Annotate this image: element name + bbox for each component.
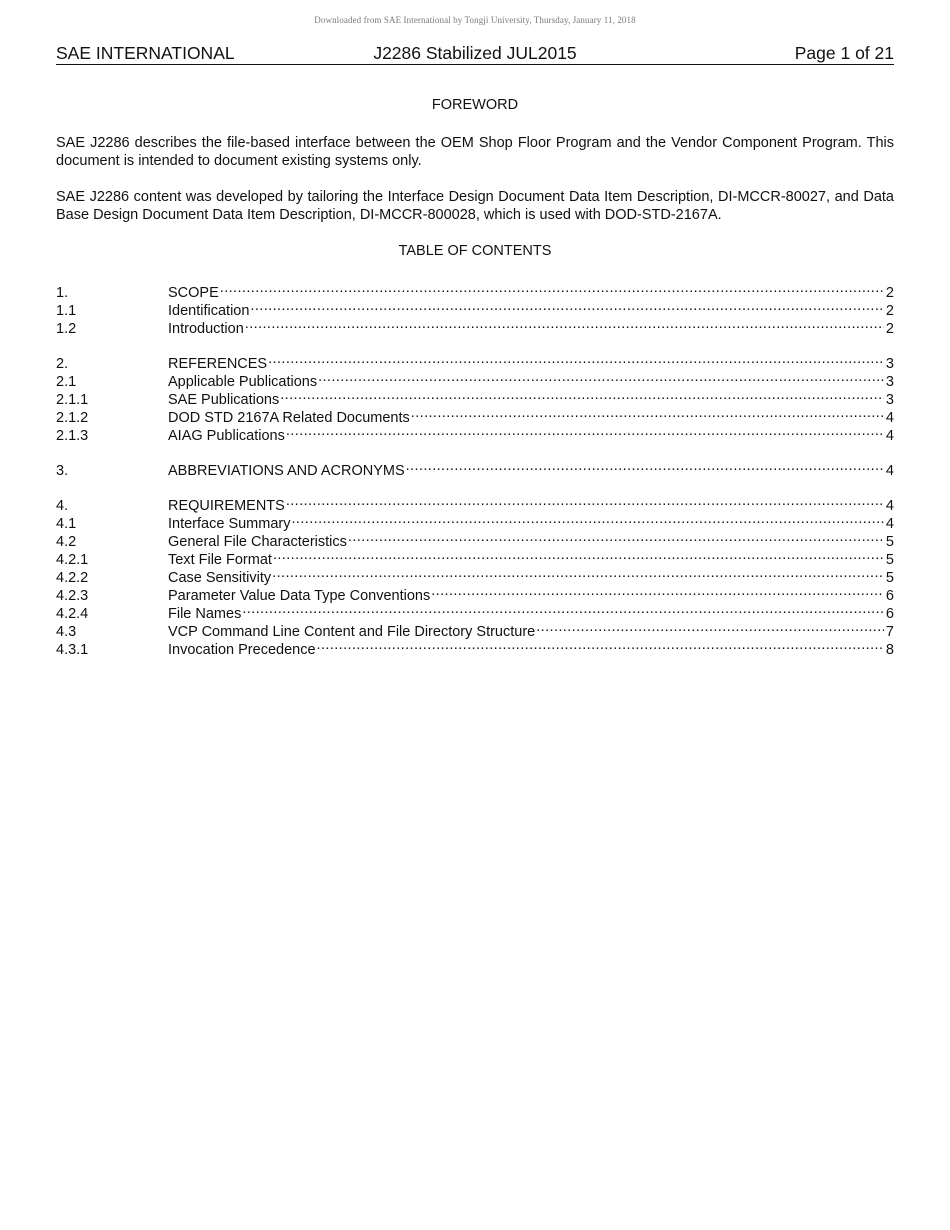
toc-dot-leader	[405, 457, 884, 475]
toc-entry-title: Introduction	[168, 321, 244, 337]
toc-dot-leader	[267, 350, 884, 368]
toc-entry-title: VCP Command Line Content and File Directory Structure	[168, 624, 536, 640]
toc-entry-title: SAE Publications	[168, 392, 280, 408]
toc-entry-number: 4.1	[56, 516, 77, 532]
toc-entry-title: REQUIREMENTS	[168, 498, 285, 514]
foreword-paragraph-1: SAE J2286 describes the file-based interface between the OEM Shop Floor Program and the Vendor Component Program. This document is intended to document existing systems only.	[56, 135, 894, 169]
page-header	[56, 42, 894, 65]
toc-group	[56, 457, 894, 479]
toc-entry-title: REFERENCES	[168, 356, 268, 372]
toc-dot-leader	[279, 386, 884, 404]
toc-entry-title: File Names	[168, 606, 242, 622]
toc-group	[56, 350, 894, 444]
toc-dot-leader	[271, 564, 884, 582]
foreword-title: FOREWORD	[431, 97, 519, 113]
toc-entry[interactable]	[56, 279, 894, 301]
toc-entry-number: 2.1.1	[56, 392, 89, 408]
toc-entry-page: 4	[885, 463, 894, 479]
toc-entry-title: Interface Summary	[168, 516, 291, 532]
toc-entry-title: Parameter Value Data Type Conventions	[168, 588, 431, 604]
toc-entry-number: 4.3	[56, 624, 77, 640]
toc-dot-leader	[249, 297, 884, 315]
toc-dot-leader	[535, 618, 884, 636]
toc-entry-page: 3	[885, 392, 894, 408]
toc-entry[interactable]	[56, 457, 894, 479]
toc-entry-number: 4.	[56, 498, 69, 514]
toc-entry[interactable]	[56, 492, 894, 514]
toc-entry-page: 8	[885, 642, 894, 658]
toc-entry-number: 4.2	[56, 534, 77, 550]
foreword-paragraph-2: SAE J2286 content was developed by tailoring the Interface Design Document Data Item Description, DI-MCCR-80027, and Data Base Design Document Data Item Description, DI-MCCR-800028, which is used with DOD-STD-2167A.	[56, 189, 894, 223]
toc-dot-leader	[241, 600, 884, 618]
toc-dot-leader	[316, 636, 884, 654]
toc-entry-page: 7	[885, 624, 894, 640]
header-page-number: Page 1 of 21	[794, 43, 894, 63]
toc-entry-page: 2	[885, 285, 894, 301]
toc-entry-number: 3.	[56, 463, 69, 479]
toc-entry-page: 5	[885, 570, 894, 586]
toc-entry-title: Invocation Precedence	[168, 642, 316, 658]
toc-entry-title: Text File Format	[168, 552, 272, 568]
toc-entry-number: 2.1	[56, 374, 77, 390]
toc-dot-leader	[272, 546, 884, 564]
toc-title: TABLE OF CONTENTS	[398, 243, 552, 259]
toc-dot-leader	[291, 510, 884, 528]
toc-entry-title: Applicable Publications	[168, 374, 318, 390]
toc-entry[interactable]	[56, 350, 894, 372]
toc-entry-title: General File Characteristics	[168, 534, 347, 550]
toc-dot-leader	[430, 582, 884, 600]
toc-group	[56, 492, 894, 658]
toc-entry-number: 4.3.1	[56, 642, 89, 658]
toc-entry-number: 2.1.3	[56, 428, 89, 444]
header-organization: SAE INTERNATIONAL	[56, 43, 235, 63]
toc-entry-page: 4	[885, 516, 894, 532]
toc-entry-page: 2	[885, 303, 894, 319]
toc-entry-number: 4.2.3	[56, 588, 89, 604]
toc-entry-page: 6	[885, 606, 894, 622]
toc-entry-page: 3	[885, 374, 894, 390]
toc-dot-leader	[285, 422, 884, 440]
toc-entry-page: 5	[885, 552, 894, 568]
toc-entry-number: 4.2.1	[56, 552, 89, 568]
toc-entry-number: 4.2.4	[56, 606, 89, 622]
toc-entry-title: SCOPE	[168, 285, 219, 301]
toc-group	[56, 279, 894, 337]
toc-entry-title: Case Sensitivity	[168, 570, 272, 586]
download-watermark: Downloaded from SAE International by Tongji University, Thursday, January 11, 2018	[314, 15, 636, 25]
toc-entry-page: 4	[885, 428, 894, 444]
toc-entry-page: 4	[885, 410, 894, 426]
toc-entry-title: DOD STD 2167A Related Documents	[168, 410, 410, 426]
toc-entry-page: 3	[885, 356, 894, 372]
toc-entry-number: 2.1.2	[56, 410, 89, 426]
toc-entry-number: 2.	[56, 356, 69, 372]
toc-dot-leader	[410, 404, 884, 422]
toc-entry-page: 5	[885, 534, 894, 550]
header-document-id: J2286 Stabilized JUL2015	[373, 43, 577, 63]
toc-dot-leader	[317, 368, 884, 386]
toc-entry-number: 1.	[56, 285, 69, 301]
table-of-contents	[56, 279, 894, 671]
toc-entry-title: ABBREVIATIONS AND ACRONYMS	[168, 463, 405, 479]
toc-dot-leader	[244, 315, 884, 333]
toc-entry-title: Identification	[168, 303, 250, 319]
toc-entry-number: 1.1	[56, 303, 77, 319]
toc-entry-page: 6	[885, 588, 894, 604]
toc-entry-number: 1.2	[56, 321, 77, 337]
toc-dot-leader	[219, 279, 884, 297]
toc-entry-number: 4.2.2	[56, 570, 89, 586]
toc-dot-leader	[347, 528, 884, 546]
toc-entry-page: 4	[885, 498, 894, 514]
toc-entry-title: AIAG Publications	[168, 428, 285, 444]
toc-entry-page: 2	[885, 321, 894, 337]
toc-dot-leader	[285, 492, 884, 510]
